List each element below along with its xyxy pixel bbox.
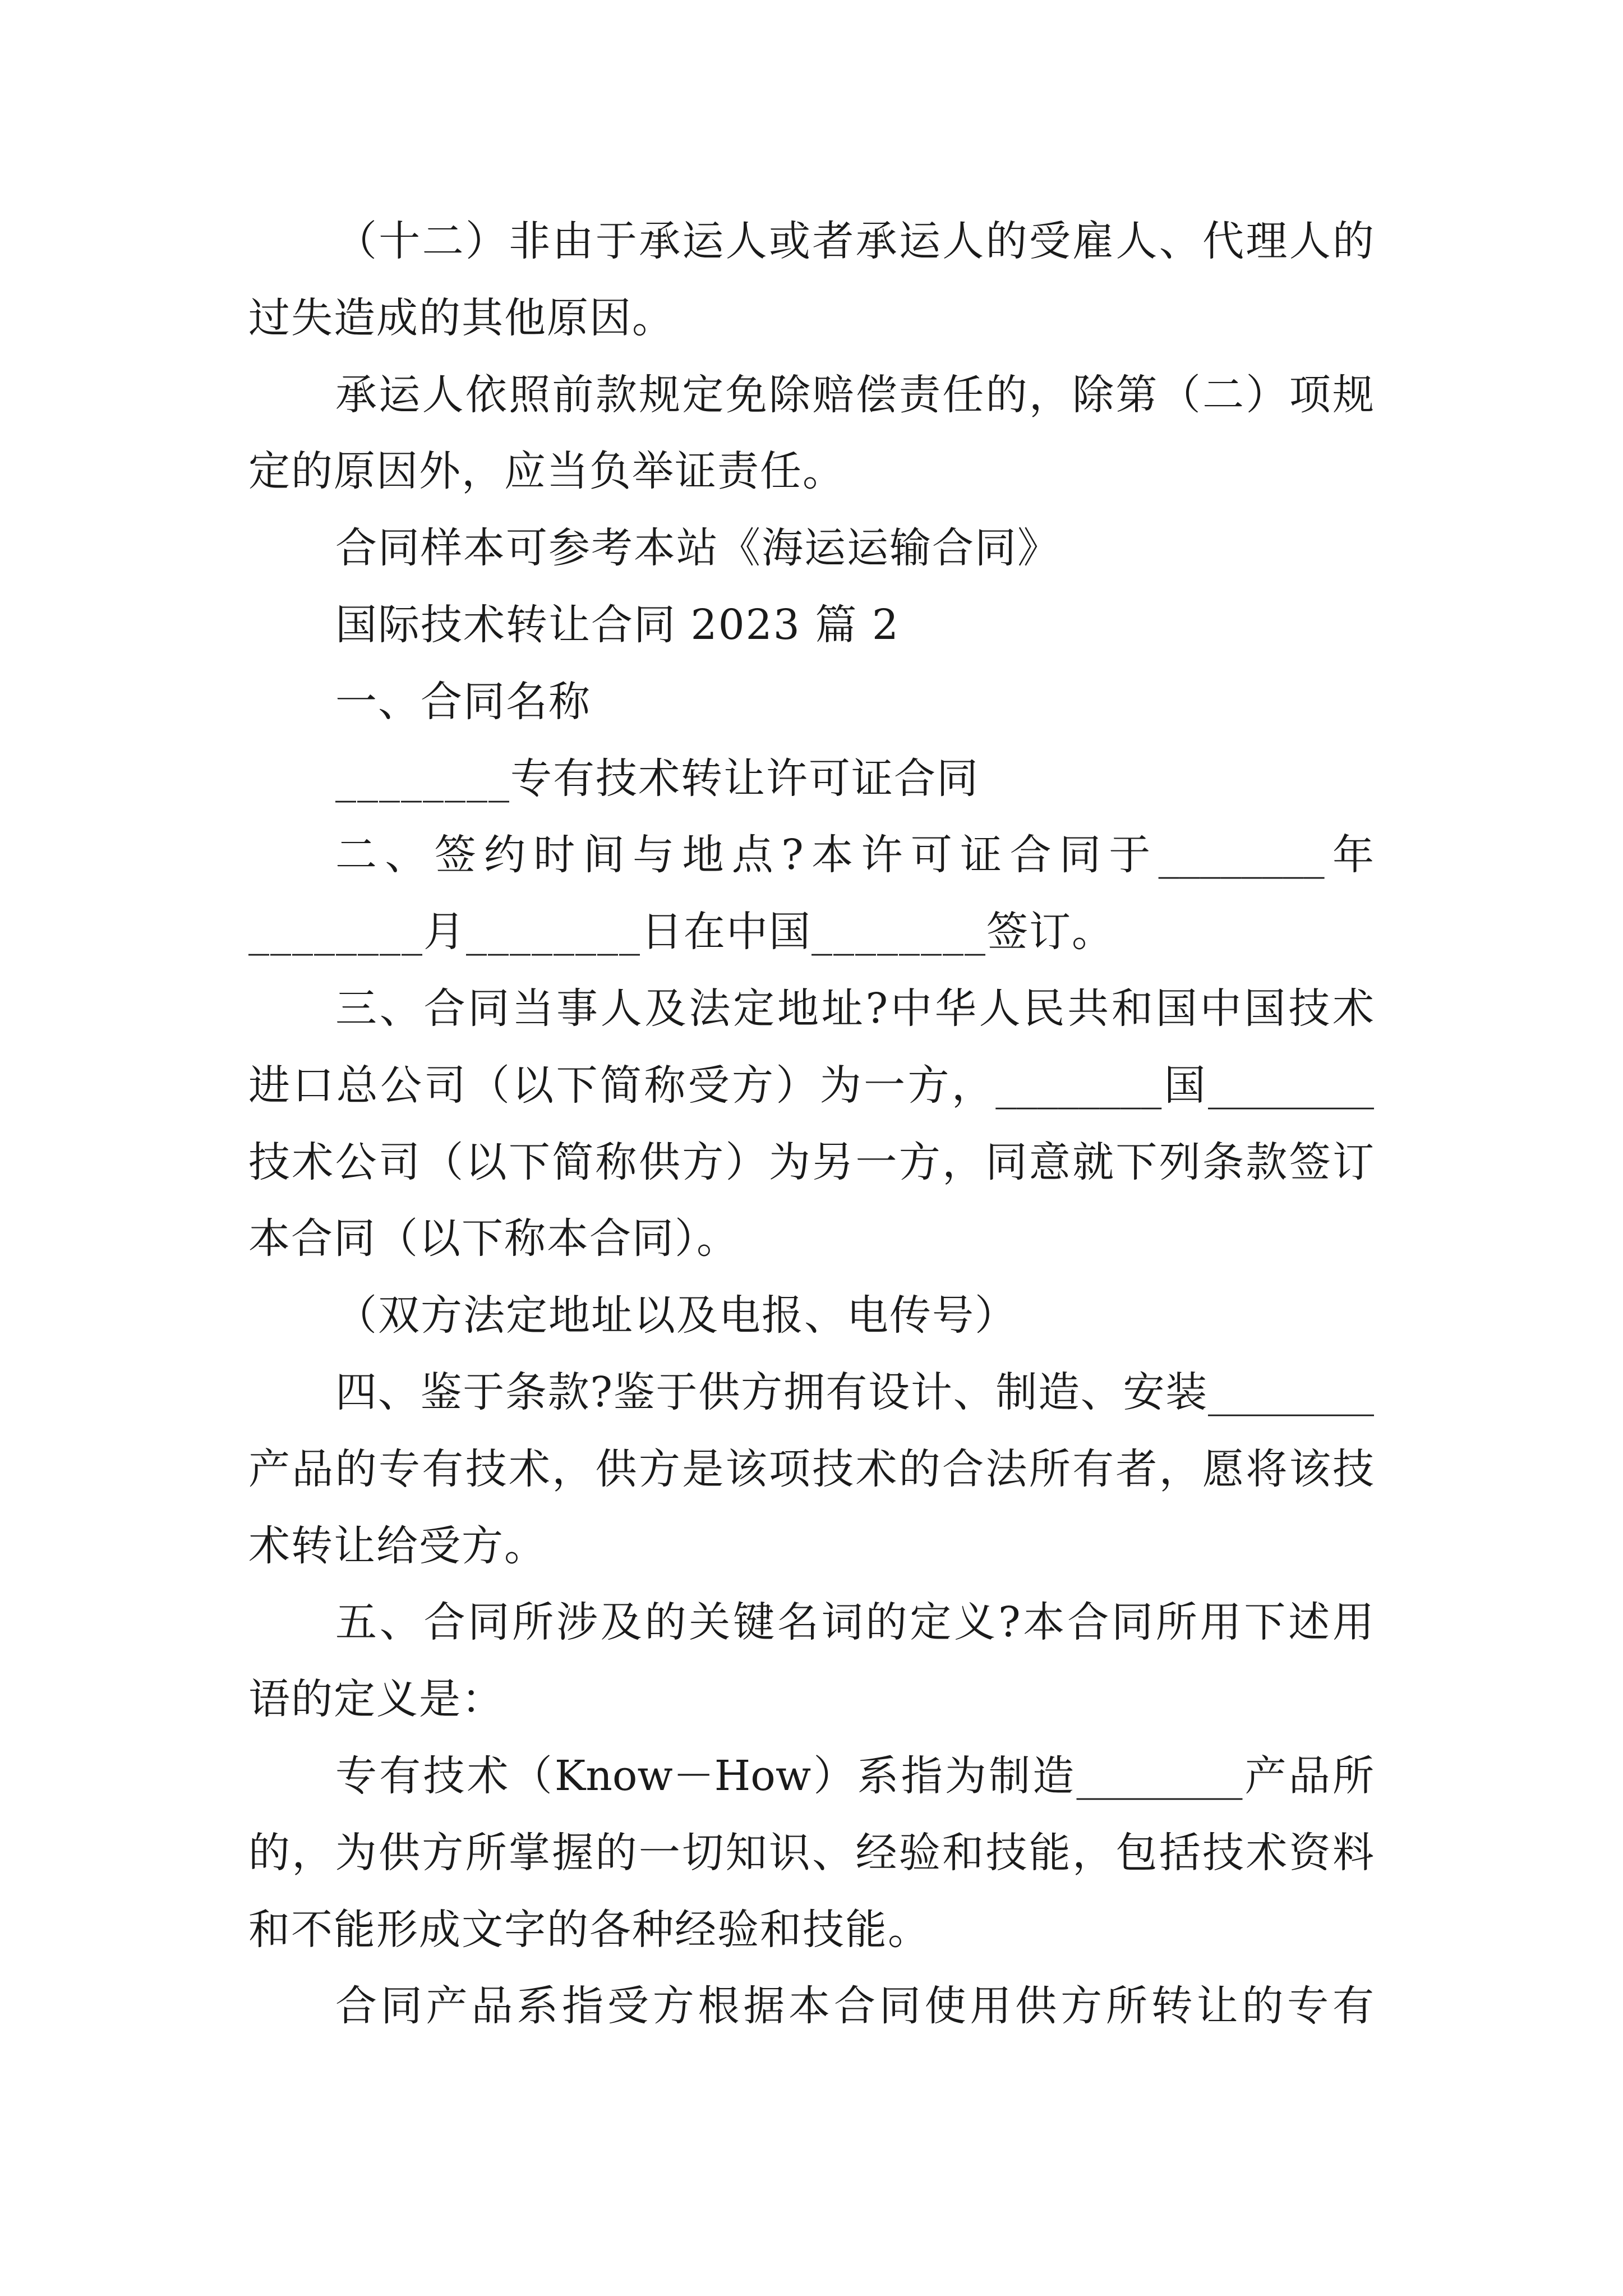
section-heading: 国际技术转让合同 2023 篇 2 — [335, 600, 900, 649]
text-line: ________专有技术转让许可证合同 — [335, 754, 979, 803]
text-line: 合同产品系指受方根据本合同使用供方所转让的专有 — [335, 1982, 1374, 2031]
text-line: 术转让给受方。 — [248, 1521, 547, 1570]
text-line: 定的原因外，应当负举证责任。 — [248, 447, 845, 496]
text-line: 本合同（以下称本合同）。 — [248, 1214, 739, 1263]
text-line: （双方法定地址以及电报、电传号） — [335, 1291, 1017, 1340]
document-body — [248, 203, 1374, 2045]
text-line: 进口总公司（以下简称受方）为一方，________国________ — [248, 1061, 1374, 1110]
text-line: 四、鉴于条款?鉴于供方拥有设计、制造、安装________ — [335, 1368, 1374, 1416]
reference-note: 合同样本可参考本站《海运运输合同》 — [335, 524, 1060, 573]
text-line: 承运人依照前款规定免除赔偿责任的，除第（二）项规 — [335, 370, 1374, 419]
text-line: 和不能形成文字的各种经验和技能。 — [248, 1905, 930, 1954]
text-line: 语的定义是： — [248, 1675, 504, 1724]
text-line: 的，为供方所掌握的一切知识、经验和技能，包括技术资料 — [248, 1828, 1374, 1877]
text-line: ________月________日在中国________签订。 — [248, 908, 1114, 956]
text-line: 产品的专有技术，供方是该项技术的合法所有者，愿将该技 — [248, 1444, 1374, 1493]
clause-heading: 一、合同名称 — [335, 677, 591, 726]
text-line: 二、签约时间与地点?本许可证合同于________年 — [335, 831, 1374, 880]
text-line: 五、合同所涉及的关键名词的定义?本合同所用下述用 — [335, 1598, 1374, 1647]
text-line: 专有技术（Know－How）系指为制造________产品所 — [335, 1751, 1374, 1800]
text-line: （十二）非由于承运人或者承运人的受雇人、代理人的 — [335, 217, 1374, 265]
text-line: 技术公司（以下简称供方）为另一方，同意就下列条款签订 — [248, 1138, 1374, 1186]
text-line: 过失造成的其他原因。 — [248, 293, 675, 342]
text-line: 三、合同当事人及法定地址?中华人民共和国中国技术 — [335, 984, 1374, 1033]
